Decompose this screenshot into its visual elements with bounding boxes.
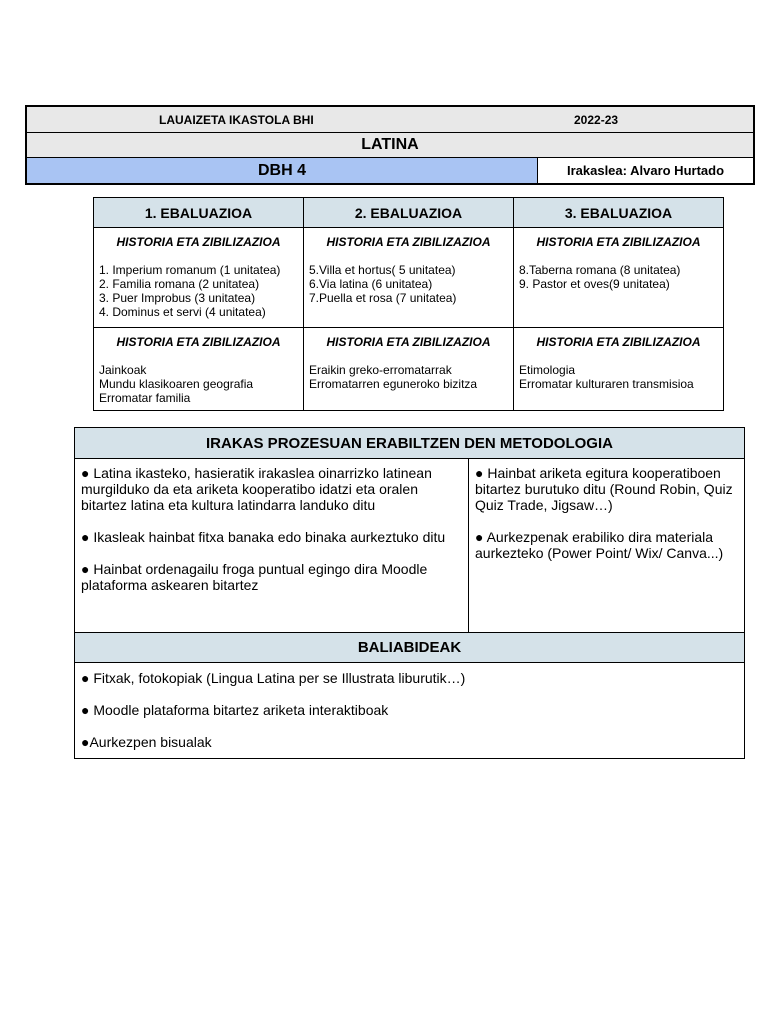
teacher-name: Irakaslea: Alvaro Hurtado [538,158,753,183]
resource-item: ● Moodle plataforma bitartez ariketa interaktiboak [81,702,389,718]
cell-heading: HISTORIA ETA ZIBILIZAZIOA [326,235,491,249]
methodology-table [74,427,745,759]
cell-line: 2. Familia romana (2 unitatea) [99,277,260,291]
cell-heading: HISTORIA ETA ZIBILIZAZIOA [326,335,491,349]
methodology-right-column [469,459,744,632]
methodology-item: ● Ikasleak hainbat fitxa banaka edo binaka aurkeztuko ditu [81,529,446,545]
methodology-left-column [75,459,469,632]
cell-line: 5.Villa et hortus( 5 unitatea) [309,263,456,277]
header-table [25,105,755,185]
evaluations-culture-row [94,328,724,411]
course-level: DBH 4 [27,158,538,183]
resources-list [75,663,744,758]
subject-title: LATINA [27,133,753,158]
cell-line: Erromatarren eguneroko bizitza [309,377,478,391]
cell-line: 7.Puella et rosa (7 unitatea) [309,291,457,305]
cell-line: Etimologia [519,363,576,377]
evaluations-units-row [94,228,724,328]
evaluation-cell [514,228,724,328]
cell-line: 4. Dominus et servi (4 unitatea) [99,305,266,319]
evaluation-3-header: 3. EBALUAZIOA [514,198,724,228]
evaluation-cell [304,328,514,411]
school-name: LAUAIZETA IKASTOLA BHI [159,113,314,127]
cell-line: 8.Taberna romana (8 unitatea) [519,263,681,277]
cell-heading: HISTORIA ETA ZIBILIZAZIOA [536,335,701,349]
cell-line: 6.Via latina (6 unitatea) [309,277,433,291]
evaluation-2-header: 2. EBALUAZIOA [304,198,514,228]
cell-heading: HISTORIA ETA ZIBILIZAZIOA [116,335,281,349]
header-row-school [27,107,753,133]
evaluations-header-row [94,198,724,228]
methodology-item: ● Hainbat ordenagailu froga puntual egingo dira Moodle plataforma askearen bitartez [81,561,428,593]
methodology-item: ● Latina ikasteko, hasieratik irakaslea oinarrizko latinean murgilduko da eta ariketa kooperatibo idatzi eta oralen bitartez latina eta kultura latindarra landuko ditu [81,465,432,513]
cell-line: 1. Imperium romanum (1 unitatea) [99,263,281,277]
evaluation-cell [94,228,304,328]
evaluation-cell [514,328,724,411]
cell-heading: HISTORIA ETA ZIBILIZAZIOA [116,235,281,249]
cell-line: Erromatar familia [99,391,191,405]
methodology-title: IRAKAS PROZESUAN ERABILTZEN DEN METODOLOGIA [75,428,744,459]
evaluation-cell [94,328,304,411]
header-row-level [27,158,753,183]
school-year: 2022-23 [574,113,619,127]
methodology-item: ● Hainbat ariketa egitura kooperatiboen bitartez burutuko ditu (Round Robin, Quiz Quiz Trade, Jigsaw…) [475,465,733,513]
evaluation-cell [304,228,514,328]
resource-item: ●Aurkezpen bisualak [81,734,212,750]
cell-line: Jainkoak [99,363,147,377]
cell-line: Erromatar kulturaren transmisioa [519,377,694,391]
methodology-body [75,459,744,633]
cell-line: 9. Pastor et oves(9 unitatea) [519,277,670,291]
cell-heading: HISTORIA ETA ZIBILIZAZIOA [536,235,701,249]
evaluations-table [93,197,724,411]
cell-line: Mundu klasikoaren geografia [99,377,254,391]
cell-line: 3. Puer Improbus (3 unitatea) [99,291,256,305]
methodology-item: ● Aurkezpenak erabiliko dira materiala aurkezteko (Power Point/ Wix/ Canva...) [475,529,724,561]
evaluation-1-header: 1. EBALUAZIOA [94,198,304,228]
resources-title: BALIABIDEAK [75,633,744,663]
cell-line: Eraikin greko-erromatarrak [309,363,452,377]
resource-item: ● Fitxak, fotokopiak (Lingua Latina per se Illustrata liburutik…) [81,670,466,686]
